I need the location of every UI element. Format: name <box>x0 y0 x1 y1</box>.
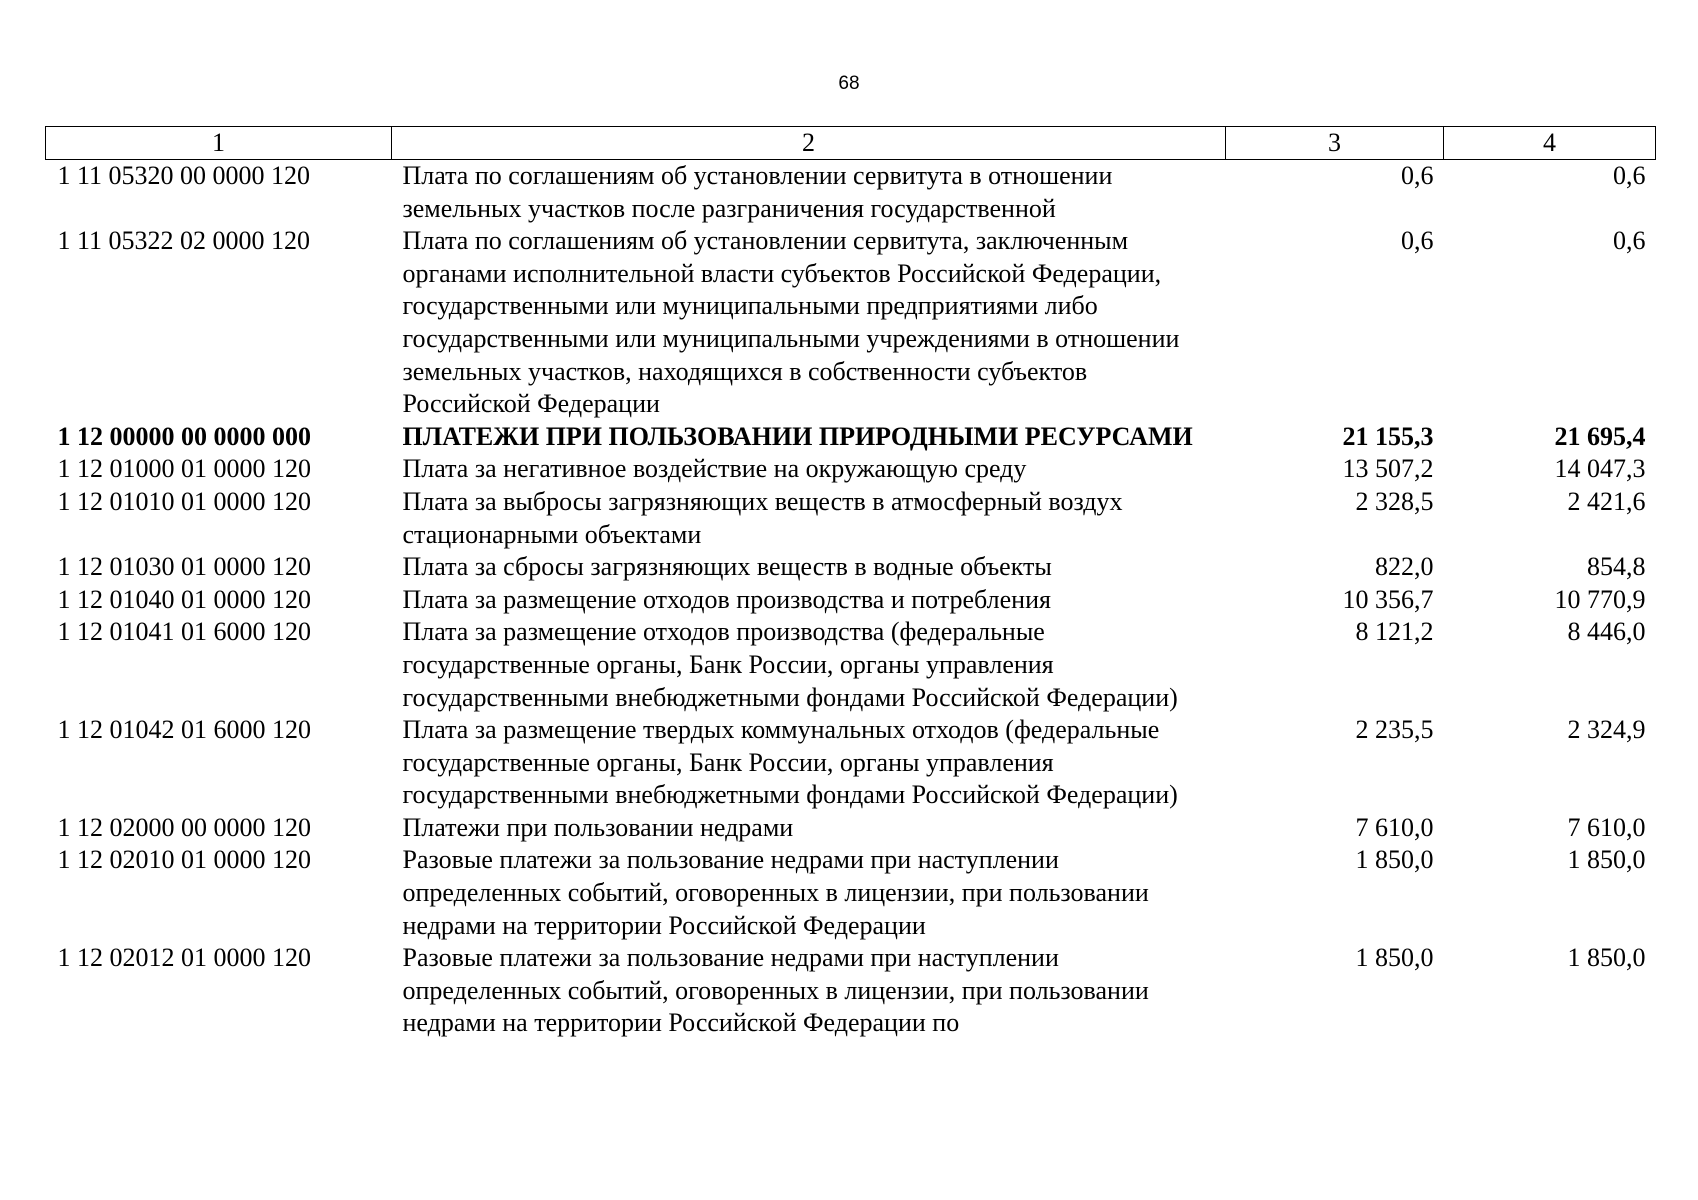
amount-col-3-cell: 2 328,5 <box>1355 486 1434 516</box>
header-col-3: 3 <box>1226 127 1444 160</box>
amount-col-4-cell: 7 610,0 <box>1567 812 1646 842</box>
amount-col-3-cell: 1 850,0 <box>1355 845 1434 875</box>
amount-col-4-cell: 2 324,9 <box>1567 715 1646 745</box>
amount-col-3-cell: 10 356,7 <box>1342 584 1434 614</box>
budget-code-cell: 1 11 05322 02 0000 120 <box>57 226 311 256</box>
revenue-name-cell: Плата за размещение твердых коммунальных отходов (федеральные государственные органы, Банк России, органы управления государственными внебюджетными фондами Российской Федерации) <box>402 715 1178 810</box>
amount-col-3-cell: 1 850,0 <box>1355 943 1434 973</box>
amount-col-4-cell: 854,8 <box>1587 552 1646 582</box>
amount-col-3-cell: 822,0 <box>1375 552 1434 582</box>
revenue-name-cell: Плата за размещение отходов производства (федеральные государственные органы, Банк России, органы управления государственными внебюджетными фондами Российской Федерации) <box>402 617 1178 712</box>
revenue-name-cell: Плата за сбросы загрязняющих веществ в водные объекты <box>402 552 1052 582</box>
amount-col-4-cell: 21 695,4 <box>1554 421 1646 451</box>
header-col-4: 4 <box>1444 127 1656 160</box>
budget-revenue-table <box>45 126 1656 1040</box>
budget-code-cell: 1 12 02012 01 0000 120 <box>57 943 311 973</box>
amount-col-3-cell: 0,6 <box>1401 161 1434 190</box>
amount-col-4-cell: 1 850,0 <box>1567 943 1646 973</box>
amount-col-4-cell: 8 446,0 <box>1567 617 1646 647</box>
amount-col-4-cell: 10 770,9 <box>1554 584 1646 614</box>
amount-col-3-cell: 0,6 <box>1401 226 1434 256</box>
table-row <box>46 160 1656 226</box>
table-row <box>46 225 1656 421</box>
budget-code-cell: 1 12 00000 00 0000 000 <box>57 421 311 451</box>
table-row <box>46 844 1656 942</box>
table-row <box>46 584 1656 617</box>
table-row <box>46 616 1656 714</box>
amount-col-3-cell: 8 121,2 <box>1355 617 1434 647</box>
revenue-name-cell: Плата за выбросы загрязняющих веществ в атмосферный воздух стационарными объектами <box>402 486 1123 549</box>
budget-code-cell: 1 12 01042 01 6000 120 <box>57 715 311 745</box>
amount-col-3-cell: 13 507,2 <box>1342 454 1434 484</box>
amount-col-4-cell: 1 850,0 <box>1567 845 1646 875</box>
revenue-name-cell: Плата за размещение отходов производства и потребления <box>402 584 1051 614</box>
revenue-name-cell: ПЛАТЕЖИ ПРИ ПОЛЬЗОВАНИИ ПРИРОДНЫМИ РЕСУРСАМИ <box>402 421 1193 451</box>
table-row <box>46 714 1656 812</box>
revenue-name-cell: Платежи при пользовании недрами <box>402 812 794 842</box>
revenue-name-cell: Плата по соглашениям об установлении сервитута в отношении земельных участков после разграничения государственной <box>402 161 1113 223</box>
table-body <box>46 160 1656 1041</box>
table-row <box>46 551 1656 584</box>
table-row <box>46 812 1656 845</box>
header-row <box>46 127 1656 160</box>
budget-code-cell: 1 12 01010 01 0000 120 <box>57 486 311 516</box>
amount-col-4-cell: 2 421,6 <box>1567 486 1646 516</box>
budget-code-cell: 1 12 02000 00 0000 120 <box>57 812 311 842</box>
header-col-2: 2 <box>392 127 1226 160</box>
revenue-name-cell: Разовые платежи за пользование недрами при наступлении определенных событий, оговоренных в лицензии, при пользовании недрами на территории Российской Федерации <box>402 845 1149 940</box>
budget-code-cell: 1 11 05320 00 0000 120 <box>57 161 311 190</box>
budget-code-cell: 1 12 01041 01 6000 120 <box>57 617 311 647</box>
amount-col-4-cell: 14 047,3 <box>1554 454 1646 484</box>
revenue-name-cell: Разовые платежи за пользование недрами при наступлении определенных событий, оговоренных в лицензии, при пользовании недрами на территории Российской Федерации по <box>402 943 1149 1038</box>
budget-code-cell: 1 12 01000 01 0000 120 <box>57 454 311 484</box>
table-row <box>46 486 1656 551</box>
page-number: 68 <box>838 73 860 94</box>
budget-code-cell: 1 12 01040 01 0000 120 <box>57 584 311 614</box>
table-section-row <box>46 421 1656 454</box>
table-header <box>46 127 1656 160</box>
budget-code-cell: 1 12 02010 01 0000 120 <box>57 845 311 875</box>
revenue-name-cell: Плата за негативное воздействие на окружающую среду <box>402 454 1027 484</box>
amount-col-3-cell: 7 610,0 <box>1355 812 1434 842</box>
table-row <box>46 942 1656 1040</box>
amount-col-4-cell: 0,6 <box>1613 226 1646 256</box>
amount-col-3-cell: 21 155,3 <box>1342 421 1434 451</box>
amount-col-4-cell: 0,6 <box>1613 161 1646 190</box>
budget-code-cell: 1 12 01030 01 0000 120 <box>57 552 311 582</box>
header-col-1: 1 <box>46 127 392 160</box>
amount-col-3-cell: 2 235,5 <box>1355 715 1434 745</box>
revenue-name-cell: Плата по соглашениям об установлении сервитута, заключенным органами исполнительной власти субъектов Российской Федерации, государственными или муниципальными предприятиями либо государственными или муниципальными учреждениями в отношении земельных участков, находящихся в собственности субъектов Российской Федерации <box>402 226 1180 419</box>
table-row <box>46 453 1656 486</box>
